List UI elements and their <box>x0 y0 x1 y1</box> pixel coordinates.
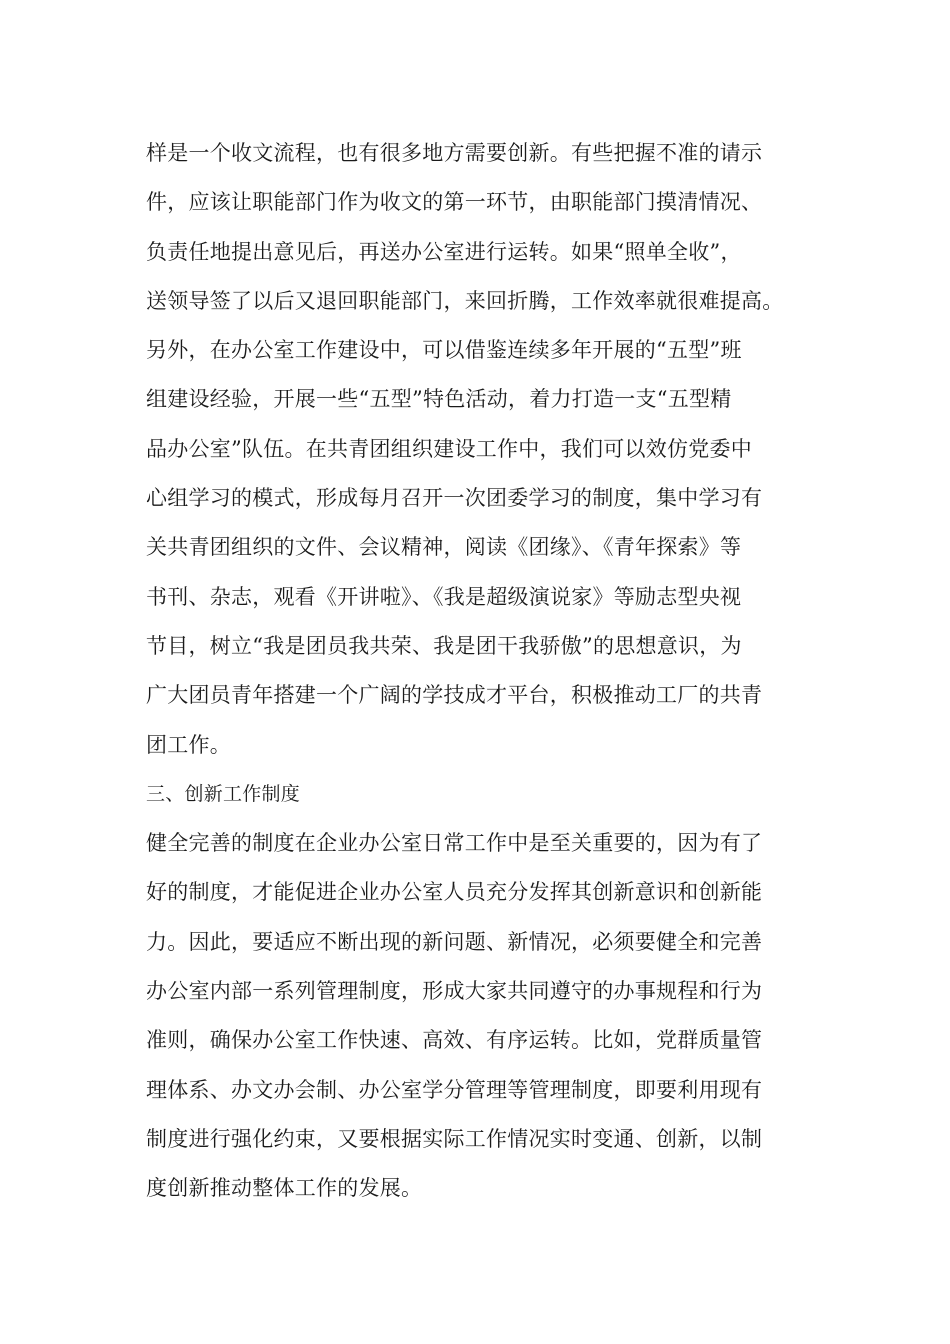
body-text <box>146 129 826 1214</box>
text-line: 送领导签了以后又退回职能部门，来回折腾，工作效率就很难提高。 <box>146 288 784 313</box>
text-line: 度创新推动整体工作的发展。 <box>146 1176 423 1201</box>
text-line: 关共青团组织的文件、会议精神，阅读《团缘》、《青年探索》等 <box>146 535 742 560</box>
text-line: 另外，在办公室工作建设中，可以借鉴连续多年开展的“五型”班 <box>146 338 742 363</box>
text-line: 好的制度，才能促进企业办公室人员充分发挥其创新意识和创新能 <box>146 880 763 905</box>
section-heading: 三、创新工作制度 <box>146 782 301 805</box>
text-line: 节目，树立“我是团员我共荣、我是团干我骄傲”的思想意识，为 <box>146 633 742 658</box>
text-line: 健全完善的制度在企业办公室日常工作中是至关重要的，因为有了 <box>146 831 763 856</box>
text-line: 广大团员青年搭建一个广阔的学技成才平台，积极推动工厂的共青 <box>146 683 763 708</box>
text-line: 品办公室”队伍。在共青团组织建设工作中，我们可以效仿党委中 <box>146 436 752 461</box>
text-line: 办公室内部一系列管理制度，形成大家共同遵守的办事规程和行为 <box>146 979 763 1004</box>
text-line: 样是一个收文流程，也有很多地方需要创新。有些把握不准的请示 <box>146 141 763 165</box>
text-line: 制度进行强化约束，又要根据实际工作情况实时变通、创新，以制 <box>146 1126 763 1151</box>
text-line: 书刊、杂志，观看《开讲啦》、《我是超级演说家》等励志型央视 <box>146 584 742 609</box>
text-line: 团工作。 <box>146 732 231 757</box>
text-line: 心组学习的模式，形成每月召开一次团委学习的制度，集中学习有 <box>146 486 763 511</box>
text-line: 组建设经验，开展一些“五型”特色活动，着力打造一支“五型精 <box>146 387 732 412</box>
text-line: 负责任地提出意见后，再送办公室进行运转。如果“照单全收”， <box>146 239 742 264</box>
text-line: 件，应该让职能部门作为收文的第一环节，由职能部门摸清情况、 <box>146 190 763 215</box>
text-line: 理体系、办文办会制、办公室学分管理等管理制度，即要利用现有 <box>146 1077 763 1102</box>
text-line: 力。因此，要适应不断出现的新问题、新情况，必须要健全和完善 <box>146 929 763 954</box>
text-line: 准则，确保办公室工作快速、高效、有序运转。比如，党群质量管 <box>146 1028 763 1053</box>
